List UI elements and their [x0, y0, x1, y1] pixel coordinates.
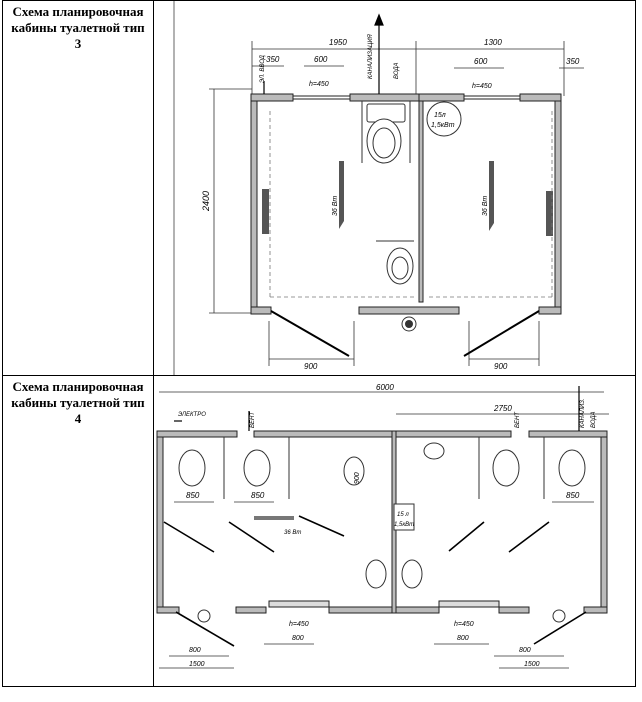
label-electro: ЭЛЕКТРО: [178, 412, 206, 418]
dim-window-height-left: h=450: [309, 81, 329, 88]
label-lamp-left: 36 Вт: [332, 195, 339, 216]
label-lamp: 36 Вт: [284, 530, 302, 536]
dim-window-height-left: h=450: [289, 621, 309, 628]
table-border-right: [635, 0, 636, 687]
dim-window-right: 800: [457, 635, 469, 642]
dim-bottom-right: 1500: [524, 661, 540, 668]
dim-window-left: 600: [314, 55, 328, 64]
label-water: ВОДА: [591, 411, 597, 428]
dim-height: 2400: [201, 190, 211, 211]
label-electric-input: ЭЛ. ВВОД: [260, 55, 266, 83]
dim-window-height-right: h=450: [454, 621, 474, 628]
dim-door-right: 800: [519, 647, 531, 654]
label-heater-power: 1,5кВт: [394, 522, 415, 528]
label-heater-power: 1,5кВт: [431, 122, 455, 129]
dim-window-height-right: h=450: [472, 83, 492, 90]
label-heater-volume: 15л: [434, 112, 446, 119]
label-sewer: КАНАЛИЗ.: [580, 398, 586, 428]
dim-overall-right: 1300: [484, 38, 502, 47]
label-lamp-right: 36 Вт: [482, 195, 489, 216]
dim-overall-left: 1950: [329, 38, 347, 47]
caption-type-3: Схема планировочная кабины туалетной тип 3: [11, 4, 145, 51]
dim-urinal: 900: [354, 472, 361, 484]
dim-door-left: 900: [304, 362, 318, 371]
label-vent-right: ВЕНТ: [515, 411, 521, 428]
dim-section: 2750: [494, 404, 512, 413]
label-vent: ВЕНТ: [250, 411, 256, 428]
dim-overall: 6000: [376, 383, 394, 392]
dim-stall-2: 850: [251, 491, 265, 500]
label-water: ВОДА: [394, 62, 400, 79]
dim-right-margin: 350: [566, 57, 580, 66]
dim-stall-1: 850: [186, 491, 200, 500]
dim-bottom-left: 1500: [189, 661, 205, 668]
dim-left-margin: 350: [266, 55, 280, 64]
dim-window-left: 800: [292, 635, 304, 642]
dim-door-left: 800: [189, 647, 201, 654]
caption-type-4: Схема планировочная кабины туалетной тип 4: [11, 379, 145, 426]
floor-plan-type-4: [154, 376, 635, 686]
dim-door-right: 900: [494, 362, 508, 371]
dim-stall-3: 850: [566, 491, 580, 500]
label-sewer: КАНАЛИЗАЦИЯ: [368, 34, 374, 79]
label-heater-volume: 15 л: [397, 512, 409, 518]
table-border-bottom: [2, 686, 636, 687]
layout-table: [2, 0, 636, 687]
floor-plan-type-3: [154, 1, 635, 375]
dim-window-right: 600: [474, 57, 488, 66]
table-border-left: [2, 0, 3, 687]
